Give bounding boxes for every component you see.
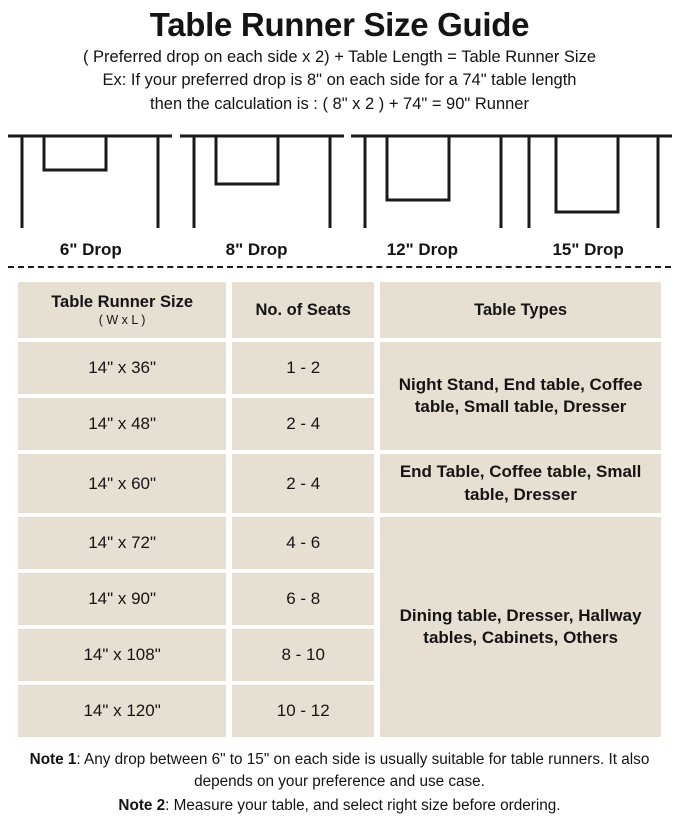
drop-diagram-svg bbox=[0, 128, 679, 236]
cell-seats: 2 - 4 bbox=[232, 398, 374, 450]
note-2-label: Note 2 bbox=[118, 797, 166, 815]
cell-seats: 10 - 12 bbox=[232, 685, 374, 737]
note-2-text: : Measure your table, and select right size before ordering. bbox=[165, 797, 561, 815]
notes-block bbox=[14, 749, 665, 818]
drop-label-15: 15" Drop bbox=[552, 240, 624, 260]
dashed-divider bbox=[8, 266, 671, 268]
infographic-page bbox=[0, 6, 679, 832]
header-runner-size-sub: ( W x L ) bbox=[98, 313, 146, 328]
note-1 bbox=[14, 749, 665, 793]
size-guide-table bbox=[12, 278, 667, 741]
drop-label-row bbox=[8, 240, 671, 266]
header-seats: No. of Seats bbox=[232, 282, 374, 338]
cell-seats: 1 - 2 bbox=[232, 342, 374, 394]
cell-size: 14" x 72" bbox=[18, 517, 226, 569]
header-runner-size-label: Table Runner Size bbox=[51, 293, 194, 312]
drop-label-8: 8" Drop bbox=[225, 240, 288, 260]
cell-types-group-1: Night Stand, End table, Coffee table, Small table, Dresser bbox=[380, 342, 661, 450]
table-row bbox=[18, 517, 661, 569]
drop-label-12: 12" Drop bbox=[386, 240, 459, 260]
cell-size: 14" x 120" bbox=[18, 685, 226, 737]
size-table-wrap bbox=[12, 278, 667, 741]
header-runner-size bbox=[18, 282, 226, 338]
note-1-label: Note 1 bbox=[29, 751, 77, 769]
note-1-text: : Any drop between 6" to 15" on each side is usually suitable for table runners. It also depends on your preference and use case. bbox=[76, 751, 650, 791]
table-row bbox=[18, 454, 661, 513]
cell-size: 14" x 90" bbox=[18, 573, 226, 625]
example-line-1: Ex: If your preferred drop is 8" on each side for a 74" table length bbox=[102, 71, 577, 90]
example-line-2: then the calculation is : ( 8" x 2 ) + 74" = 90" Runner bbox=[150, 94, 529, 113]
cell-size: 14" x 108" bbox=[18, 629, 226, 681]
page-title: Table Runner Size Guide bbox=[149, 6, 530, 43]
cell-types-group-2: End Table, Coffee table, Small table, Dresser bbox=[380, 454, 661, 513]
note-2 bbox=[14, 795, 665, 817]
cell-size: 14" x 60" bbox=[18, 454, 226, 513]
cell-size: 14" x 36" bbox=[18, 342, 226, 394]
table-header-row bbox=[18, 282, 661, 338]
header-table-types: Table Types bbox=[380, 282, 661, 338]
drop-diagram bbox=[0, 128, 679, 238]
formula-line: ( Preferred drop on each side x 2) + Table Length = Table Runner Size bbox=[82, 47, 597, 66]
cell-seats: 4 - 6 bbox=[232, 517, 374, 569]
cell-size: 14" x 48" bbox=[18, 398, 226, 450]
cell-seats: 6 - 8 bbox=[232, 573, 374, 625]
cell-seats: 8 - 10 bbox=[232, 629, 374, 681]
cell-types-group-3: Dining table, Dresser, Hallway tables, Cabinets, Others bbox=[380, 517, 661, 737]
drop-label-6: 6" Drop bbox=[59, 240, 122, 260]
cell-seats: 2 - 4 bbox=[232, 454, 374, 513]
formula-block bbox=[14, 46, 665, 116]
table-row bbox=[18, 342, 661, 394]
